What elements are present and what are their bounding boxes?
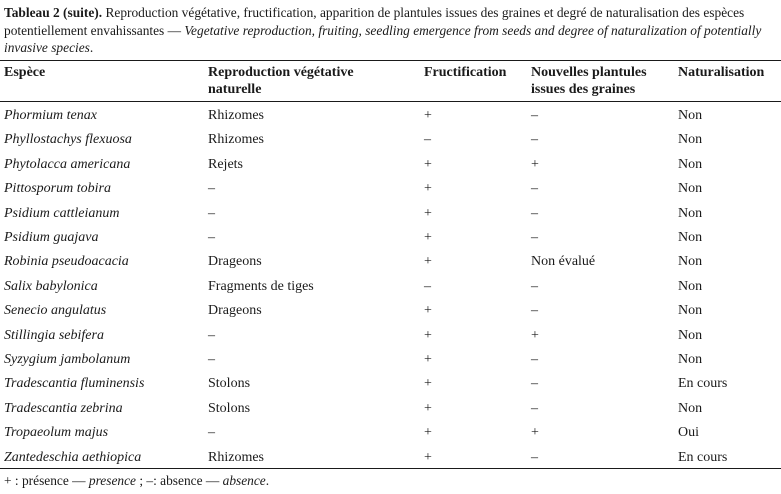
cell-reproduction: – [208,230,215,245]
cell-naturalisation: Oui [678,425,699,441]
cell-reproduction: Rhizomes [208,108,264,123]
cell-fructification: + [424,156,432,172]
cell-naturalisation: Non [678,230,703,245]
cell-naturalisation: Non [678,181,703,197]
footnote-part1: + : présence — [4,473,89,488]
footnote-part3: ; –: absence — [135,473,223,488]
cell-espece: Pittosporum tobira [4,181,111,197]
cell-fructification: + [424,352,432,367]
table-row [0,128,781,152]
cell-fructification: + [424,327,432,343]
cell-espece: Robinia pseudoacacia [4,254,129,270]
header-espece-text: Espèce [4,65,46,80]
cell-fructification: + [424,230,432,245]
header-plantules-line1: Nouvelles plantules [531,65,647,80]
cell-fructification: + [424,205,432,221]
cell-plantules: – [531,400,538,416]
cell-naturalisation: Non [678,108,703,123]
footnote-part2: presence [88,473,136,488]
cell-reproduction: Stolons [208,376,251,392]
cell-plantules: + [531,327,539,343]
cell-plantules: – [531,352,538,367]
table-row [0,299,781,323]
table-row [0,446,781,470]
header-plantules-line2: issues des graines [531,81,636,97]
cell-espece: Phyllostachys flexuosa [4,132,132,148]
cell-fructification: + [424,108,432,123]
header-naturalisation-text: Naturalisation [678,65,765,80]
cell-naturalisation: Non [678,156,703,172]
cell-naturalisation: Non [678,205,703,221]
cell-plantules: – [531,181,538,197]
cell-espece: Syzygium jambolanum [4,352,131,367]
cell-reproduction: Rhizomes [208,132,264,148]
cell-fructification: + [424,303,432,319]
cell-naturalisation: Non [678,400,703,416]
cell-plantules: – [531,376,538,392]
table-row [0,250,781,274]
cell-fructification: + [424,254,432,270]
table-header-rule [0,101,781,102]
cell-espece: Zantedeschia aethiopica [4,449,142,465]
table-row [0,421,781,445]
cell-plantules: – [531,230,538,245]
table-row [0,226,781,250]
table-row [0,177,781,201]
table-bottom-rule [0,468,781,469]
caption-end: . [89,40,94,55]
table-row [0,202,781,226]
cell-naturalisation: Non [678,352,703,367]
cell-plantules: – [531,449,538,465]
caption-text-en: Vegetative reproduction, fruiting, seedling emergence from seeds and degree of naturalization of potentially invasive species [4,22,762,55]
table-row [0,397,781,421]
cell-plantules: – [531,303,538,319]
cell-reproduction: – [208,352,215,367]
cell-plantules: – [531,205,538,221]
table-top-rule [0,60,781,61]
table-row [0,104,781,128]
cell-espece: Salix babylonica [4,278,98,294]
table-caption [4,4,778,57]
cell-fructification: – [424,278,431,294]
caption-text-fr: Reproduction végétative, fructification, apparition de plantules issues des graines et degré de naturalisation des espèces potentiellement envahissantes — [4,5,745,38]
table-row [0,348,781,372]
cell-naturalisation: Non [678,132,703,148]
table-row [0,275,781,299]
header-fructification-text: Fructification [424,65,507,80]
header-espece [4,65,45,82]
cell-fructification: + [424,400,432,416]
header-reproduction-line2: naturelle [208,81,262,97]
cell-fructification: + [424,376,432,392]
cell-reproduction: Stolons [208,400,251,416]
header-plantules [531,65,647,98]
cell-espece: Psidium cattleianum [4,205,120,221]
cell-plantules: Non évalué [531,254,596,270]
cell-espece: Tradescantia zebrina [4,400,123,416]
cell-plantules: + [531,425,539,441]
header-fructification [424,65,506,82]
cell-espece: Stillingia sebifera [4,327,104,343]
cell-plantules: – [531,132,538,148]
cell-naturalisation: Non [678,278,703,294]
cell-plantules: + [531,156,539,172]
cell-reproduction: – [208,327,215,343]
table-row [0,324,781,348]
header-naturalisation [678,65,764,82]
cell-fructification: – [424,132,431,148]
cell-reproduction: – [208,181,215,197]
cell-naturalisation: Non [678,254,703,270]
cell-naturalisation: En cours [678,376,728,392]
cell-reproduction: Drageons [208,254,262,270]
cell-naturalisation: En cours [678,449,728,465]
cell-reproduction: – [208,425,215,441]
cell-reproduction: Drageons [208,303,262,319]
table-row [0,372,781,396]
cell-reproduction: – [208,205,215,221]
cell-espece: Tradescantia fluminensis [4,376,145,392]
table-row [0,153,781,177]
caption-label: Tableau 2 (suite). [4,5,103,20]
header-reproduction [208,65,354,98]
header-reproduction-line1: Reproduction végétative [208,65,354,80]
cell-espece: Tropaeolum majus [4,425,109,441]
cell-espece: Senecio angulatus [4,303,107,319]
cell-naturalisation: Non [678,327,703,343]
cell-espece: Phytolacca americana [4,156,131,172]
footnote-part5: . [265,473,270,488]
cell-reproduction: Rejets [208,156,243,172]
cell-fructification: + [424,425,432,441]
cell-plantules: – [531,108,538,123]
cell-espece: Phormium tenax [4,108,97,123]
footnote-part4: absence [222,473,266,488]
cell-naturalisation: Non [678,303,703,319]
cell-reproduction: Fragments de tiges [208,278,314,294]
cell-reproduction: Rhizomes [208,449,264,465]
table-footnote [4,472,269,489]
cell-fructification: + [424,449,432,465]
cell-plantules: – [531,278,538,294]
cell-fructification: + [424,181,432,197]
cell-espece: Psidium guajava [4,230,99,245]
